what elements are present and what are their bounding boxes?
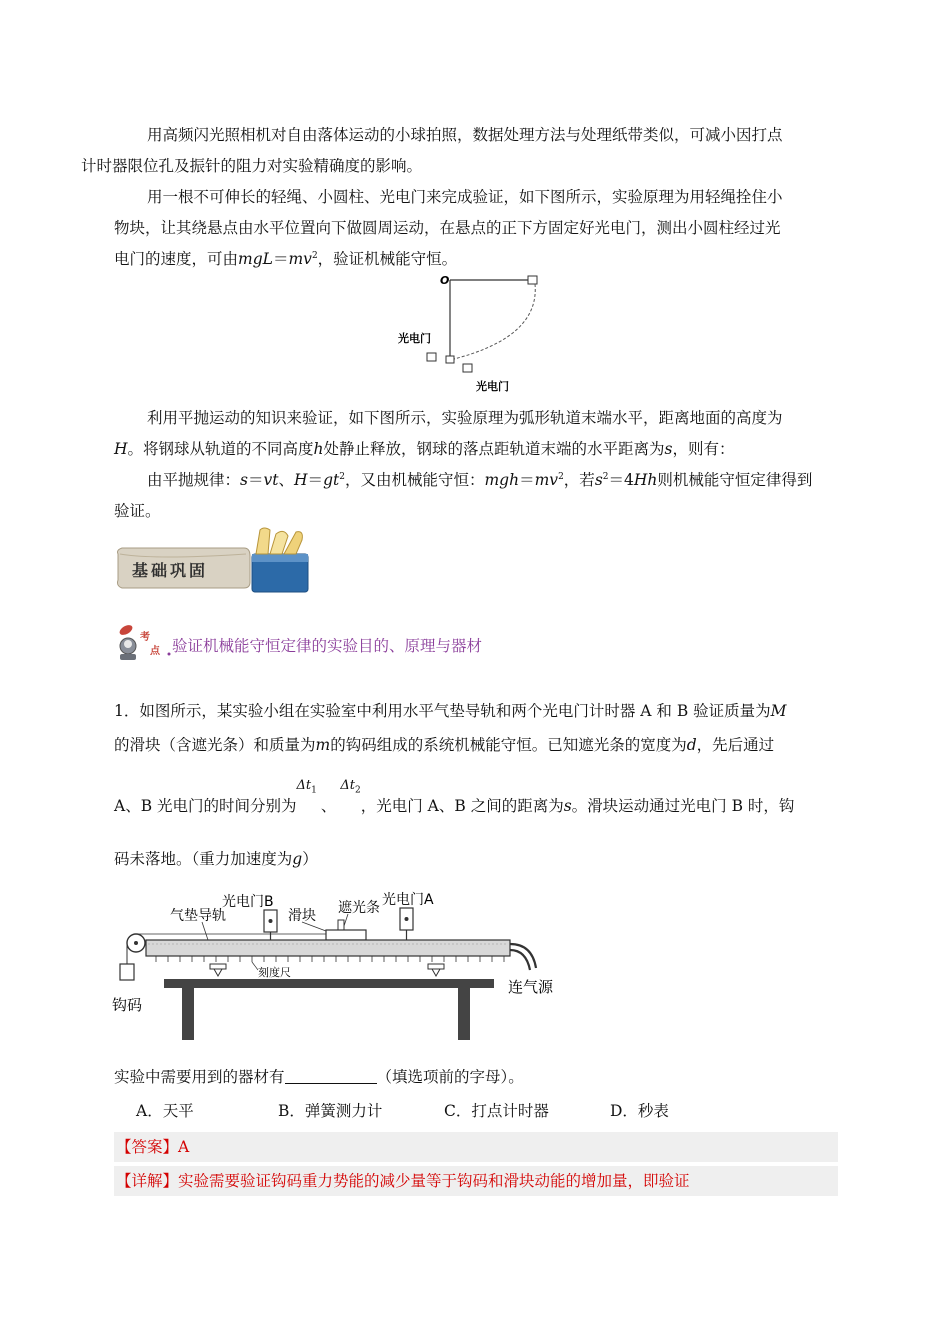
paragraph-flash-photo: 用高频闪光照相机对自由落体运动的小球拍照，数据处理方法与处理纸带类似，可减小因打点 计时器限位孔及振针的阻力对实验精确度的影响。 xyxy=(81,126,783,175)
label-weight: 钩码 xyxy=(112,996,143,1014)
label-strip: 遮光条 xyxy=(338,900,380,916)
air-track-figure xyxy=(112,884,572,1044)
kaodian-icon xyxy=(114,618,174,666)
photogate-left xyxy=(427,353,436,361)
pendulum-figure xyxy=(390,268,560,396)
photogate-left-label: 光电门 xyxy=(398,332,431,345)
table-leg-right xyxy=(458,988,470,1040)
photogate-bottom-label: 光电门 xyxy=(476,380,509,393)
detail-box: 【详解】实验需要验证钩码重力势能的减少量等于钩码和滑块动能的增加量，即验证 xyxy=(114,1166,838,1196)
photogate-bottom xyxy=(463,364,472,372)
label-ruler: 刻度尺 xyxy=(258,966,291,979)
hook-weight xyxy=(120,964,134,980)
ruler-ticks xyxy=(156,956,504,962)
label-track: 气垫导轨 xyxy=(170,908,226,924)
label-slider: 滑块 xyxy=(288,908,316,924)
label-gate-a: 光电门A xyxy=(382,892,434,908)
paragraph-pendulum: 用一根不可伸长的轻绳、小圆柱、光电门来完成验证，如下图所示，实验原理为用轻绳拴住小 物块，让其绕悬点由水平位置向下做圆周运动，在悬点的正下方固定好光电门，测出小圆柱经过光 电门的速度，可由$mgL=mv^2$，验证机械能守恒。 xyxy=(114,188,783,268)
section-banner xyxy=(114,524,334,604)
question-1-blank: 实验中需要用到的器材有 （填选项前的字母）。 xyxy=(114,1062,838,1093)
pivot-label: O xyxy=(440,274,450,287)
paragraph-projectile-formula: 由平抛规律：s＝vt、$H=gt^2$，又由机械能守恒：$mgh=mv^2$，若$s^2=4Hh$则机械能守恒定律得到 验证。 xyxy=(114,471,813,520)
banner-text: 基础巩固 xyxy=(132,561,209,580)
table-leg-left xyxy=(182,988,194,1040)
scroll-paper-1 xyxy=(256,528,270,554)
cylinder-bottom xyxy=(446,356,454,363)
question-1-stem-end: 码未落地。（重力加速度为g） xyxy=(114,850,318,868)
question-1-stem: 1．如图所示，某实验小组在实验室中利用水平气垫导轨和两个光电门计时器 A 和 B 验证质量为M 的滑块（含遮光条）和质量为m的钩码组成的系统机械能守恒。已知遮光条的宽度为d，先后通过 xyxy=(114,702,787,754)
question-1-stem-times: A、B 光电门的时间分别为$^{\Delta t_1}$、$^{\Delta t_2}$，光电门 A、B 之间的距离为s。滑块运动通过光电门 B 时，钩 xyxy=(114,778,795,815)
air-track xyxy=(146,940,510,956)
kaodian-title: 验证机械能守恒定律的实验目的、原理与器材 xyxy=(172,637,483,655)
support-right xyxy=(428,964,444,969)
option-a[interactable]: A．天平 xyxy=(136,1102,194,1120)
slider-block xyxy=(326,930,366,940)
label-air-source: 连气源 xyxy=(508,978,554,996)
light-strip xyxy=(338,920,344,930)
label-gate-b: 光电门B xyxy=(222,894,274,910)
answer-blank[interactable] xyxy=(285,1065,377,1084)
option-c[interactable]: C．打点计时器 xyxy=(444,1102,549,1120)
option-d[interactable]: D．秒表 xyxy=(610,1102,669,1120)
paragraph-projectile: 利用平抛运动的知识来验证，如下图所示，实验原理为弧形轨道末端水平，距离地面的高度为 H。将钢球从轨道的不同高度h处静止释放，钢球的落点距轨道末端的水平距离为s，则有： xyxy=(114,409,783,458)
support-left xyxy=(210,964,226,969)
option-b[interactable]: B．弹簧测力计 xyxy=(278,1102,383,1120)
answer-box: 【答案】A xyxy=(114,1132,838,1162)
svg-text:考: 考 xyxy=(140,632,150,643)
block-start xyxy=(528,276,537,284)
arc-path xyxy=(450,284,535,360)
table-top xyxy=(164,979,494,988)
svg-text:点: 点 xyxy=(150,646,160,657)
